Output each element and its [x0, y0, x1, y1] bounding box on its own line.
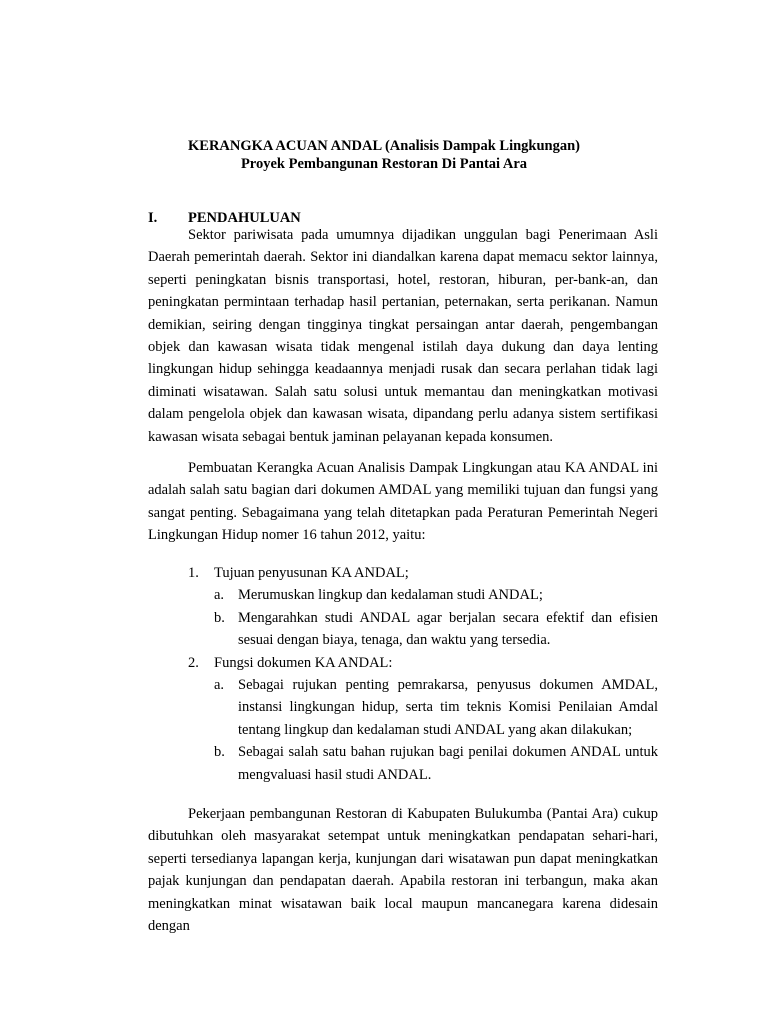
sub-list-item-text: Mengarahkan studi ANDAL agar berjalan secara efektif dan efisien sesuai dengan biaya, tenaga, dan waktu yang tersedia.	[238, 609, 658, 649]
sub-list-item-text: Merumuskan lingkup dan kedalaman studi ANDAL;	[238, 587, 543, 604]
paragraph-ka-andal: Pembuatan Kerangka Acuan Analisis Dampak Lingkungan atau KA ANDAL ini adalah salah satu bagian dari dokumen AMDAL yang memiliki tujuan dan fungsi yang sangat penting. Sebagaimana yang telah ditetapkan pada Peraturan Pemerintah Negeri Lingkungan Hidup nomer 16 tahun 2012, yaitu:	[148, 460, 658, 544]
list-item	[148, 652, 658, 674]
list-item-text: Fungsi dokumen KA ANDAL:	[214, 654, 393, 671]
section-title: PENDAHULUAN	[188, 210, 301, 226]
sub-list-item	[148, 607, 658, 652]
document-title: KERANGKA ACUAN ANDAL (Analisis Dampak Lingkungan)	[188, 138, 580, 154]
sub-list-item	[148, 584, 658, 606]
sub-list-marker: a.	[214, 587, 225, 604]
sub-list-item	[148, 741, 658, 786]
sub-list-marker: a.	[214, 677, 225, 694]
list-item	[148, 562, 658, 584]
list-item-text: Tujuan penyusunan KA ANDAL;	[214, 565, 409, 581]
sub-list-item	[148, 674, 658, 741]
list-marker: 2.	[188, 654, 199, 671]
section-number: I.	[148, 210, 158, 226]
sub-list-item-text: Sebagai salah satu bahan rujukan bagi penilai dokumen ANDAL untuk mengvaluasi hasil studi ANDAL.	[238, 744, 658, 783]
paragraph-intro: Sektor pariwisata pada umumnya dijadikan unggulan bagi Penerimaan Asli Daerah pemerintah daerah. Sektor ini diandalkan karena dapat memacu sektor lainnya, seperti peningkatan bisnis transportasi, hotel, restoran, hiburan, per-bank-an, dan peningkatan permintaan terhadap hasil pertanian, peternakan, serta perikanan. Namun demikian, seiring dengan tingginya tingkat persaingan antar daerah, pengembangan objek dan kawasan wisata tidak mengenal istilah daya dukung dan daya lenting lingkungan hidup sehingga keadaannya menjadi rusak dan secara perlahan tidak lagi diminati wisatawan. Salah satu solusi untuk memantau dan meningkatkan motivasi dalam pengelola objek dan kawasan wisata, dipandang perlu adanya sistem sertifikasi kawasan wisata sebagai bentuk jaminan pelayanan kepada konsumen.	[148, 227, 658, 445]
paragraph-project: Pekerjaan pembangunan Restoran di Kabupaten Bulukumba (Pantai Ara) cukup dibutuhkan oleh masyarakat setempat untuk meningkatkan pendapatan sehari-hari, seperti tersedianya lapangan kerja, kunjungan dari wisatawan pun dapat meningkatkan pajak kunjungan dan pendapatan daerah. Apabila restoran ini terbangun, maka akan meningkatkan minat wisatawan baik local maupun mancanegara karena didesain dengan	[148, 806, 658, 935]
list-marker: 1.	[188, 565, 199, 581]
sub-list-marker: b.	[214, 744, 225, 761]
numbered-list	[148, 562, 658, 786]
sub-list-item-text: Sebagai rujukan penting pemrakarsa, penyusus dokumen AMDAL, instansi lingkungan hidup, serta tim teknis Komisi Penilaian Amdal tentang lingkup dan kedalaman studi ANDAL yang akan dilakukan;	[238, 677, 658, 738]
sub-list-marker: b.	[214, 609, 225, 626]
document-subtitle: Proyek Pembangunan Restoran Di Pantai Ara	[240, 156, 528, 172]
